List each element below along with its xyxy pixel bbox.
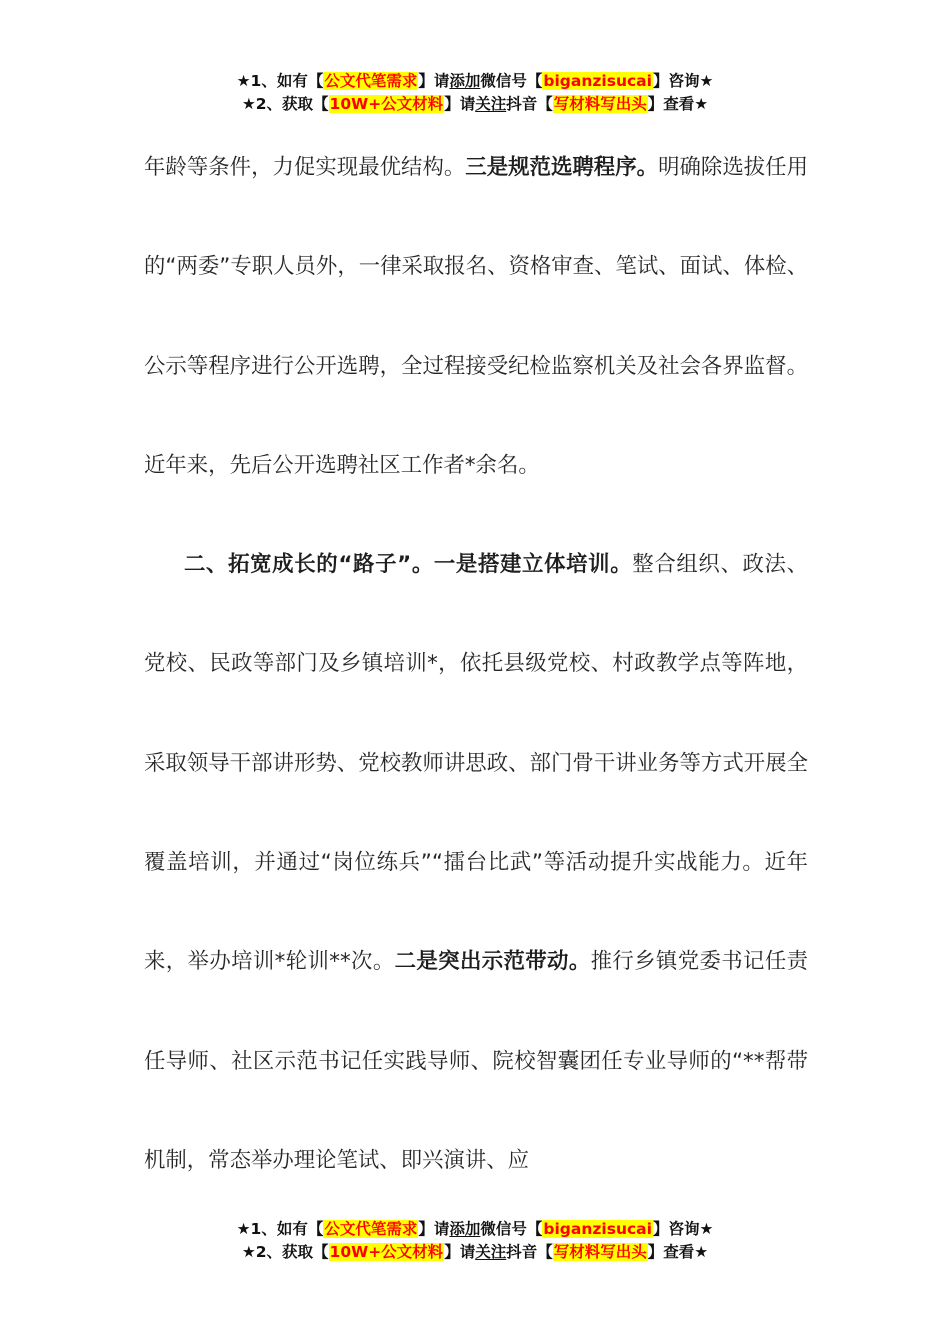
highlight-douyin-id: 写材料写出头	[553, 95, 647, 113]
banner-text: 】咨询★	[652, 1220, 714, 1238]
footer-banner	[0, 1218, 950, 1264]
banner-text: 微信号【	[480, 1220, 543, 1238]
document-body	[144, 118, 808, 1210]
banner-text: ★1、如有【	[236, 72, 324, 90]
banner-line-2	[0, 1241, 950, 1264]
underlined-text: 添加	[449, 1220, 481, 1238]
highlight-service: 公文代笔需求	[324, 1220, 418, 1238]
highlight-materials: 10W+公文材料	[329, 95, 444, 113]
banner-text: ★2、获取【	[241, 1243, 329, 1261]
highlight-service: 公文代笔需求	[324, 72, 418, 90]
banner-text: 】查看★	[647, 95, 709, 113]
bold-subheading: 二是突出示范带动。	[394, 949, 591, 975]
banner-text: 】请	[418, 1220, 450, 1238]
banner-text: 微信号【	[480, 72, 543, 90]
banner-line-1	[0, 70, 950, 93]
banner-text: ★2、获取【	[241, 95, 329, 113]
highlight-wechat-id: biganzisucai	[543, 72, 652, 90]
underlined-text: 添加	[449, 72, 481, 90]
header-banner	[0, 70, 950, 116]
highlight-wechat-id: biganzisucai	[543, 1220, 652, 1238]
banner-line-1	[0, 1218, 950, 1241]
paragraph	[144, 118, 808, 515]
banner-text: 】查看★	[647, 1243, 709, 1261]
banner-text: 】咨询★	[652, 72, 714, 90]
banner-line-2	[0, 93, 950, 116]
underlined-text: 关注	[475, 95, 507, 113]
highlight-douyin-id: 写材料写出头	[553, 1243, 647, 1261]
body-text: 明确除选拔任用的“两委”专职人员外，一律采取报名、资格审查、笔试、面试、体检、公示等程序进行公开选聘，全过程接受纪检监察机关及社会各界监督。近年来，先后公开选聘社区工作者*余名。	[144, 155, 808, 478]
body-text: 整合组织、政法、党校、民政等部门及乡镇培训*，依托县级党校、村政教学点等阵地，采取领导干部讲形势、党校教师讲思政、部门骨干讲业务等方式开展全覆盖培训，并通过“岗位练兵”“擂台比武”等活动提升实战能力。近年来，举办培训*轮训**次。	[144, 552, 808, 975]
banner-text: 】请	[418, 72, 450, 90]
body-text: 推行乡镇党委书记任责任导师、社区示范书记任实践导师、院校智囊团任专业导师的“**帮带机制，常态举办理论笔试、即兴演讲、应	[144, 949, 808, 1173]
banner-text: ★1、如有【	[236, 1220, 324, 1238]
highlight-materials: 10W+公文材料	[329, 1243, 444, 1261]
body-text: 年龄等条件，力促实现最优结构。	[144, 155, 466, 180]
underlined-text: 关注	[475, 1243, 507, 1261]
banner-text: 抖音【	[506, 1243, 553, 1261]
bold-heading: 二、拓宽成长的“路子”。一是搭建立体培训。	[184, 552, 633, 578]
banner-text: 抖音【	[506, 95, 553, 113]
bold-subheading: 三是规范选聘程序。	[465, 155, 659, 180]
banner-text: 】请	[444, 1243, 476, 1261]
banner-text: 】请	[444, 95, 476, 113]
paragraph	[144, 515, 808, 1210]
